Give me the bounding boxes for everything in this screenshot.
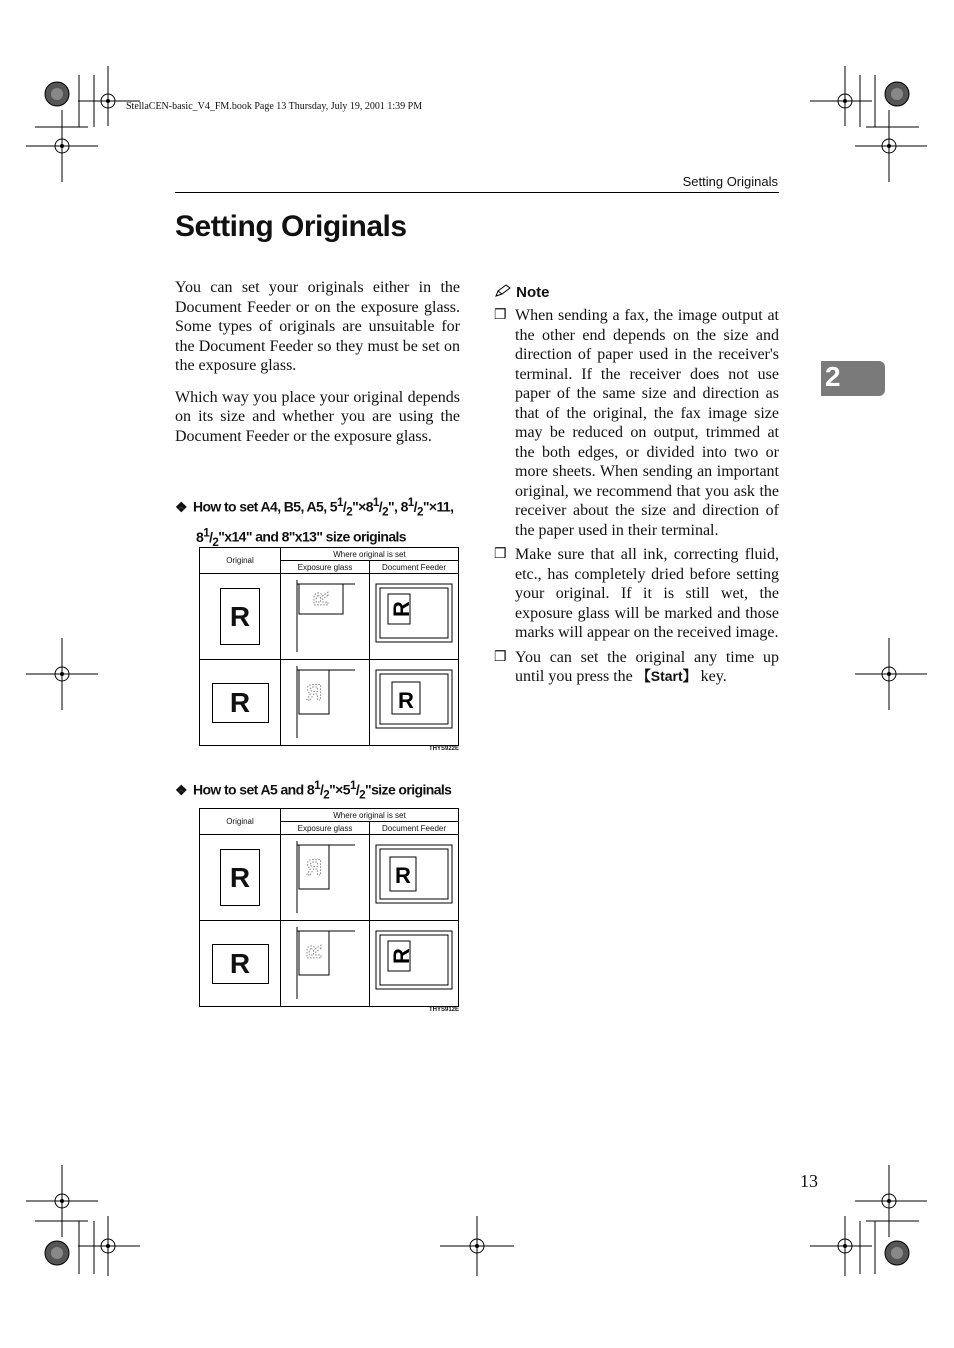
diamond-bullet-icon: ❖ [175, 498, 187, 515]
svg-text:R: R [311, 591, 333, 607]
note-item: ❒ Make sure that all ink, correcting fluid, etc., has completely dried before setting your original. If it is still wet, the exposure glass will be marked and those marks will appear on the received image. [494, 546, 779, 641]
document-feeder-diagram [370, 660, 458, 740]
note-box [494, 284, 779, 687]
intro-paragraph: Which way you place your original depends on its size and whether you are using the Document Feeder or the exposure glass. [175, 388, 460, 445]
svg-text:R: R [306, 680, 322, 705]
intro-text [175, 278, 460, 458]
glass-portrait [281, 835, 370, 921]
col-exposure-glass: Exposure glass [281, 822, 370, 835]
pencil-icon [494, 284, 512, 298]
figure-placement-1 [199, 547, 459, 752]
book-meta: StellaCEN-basic_V4_FM.book Page 13 Thursday, July 19, 2001 1:39 PM [126, 101, 423, 112]
page-number: 13 [800, 1171, 818, 1191]
figure-placement-2 [199, 808, 459, 1013]
exposure-glass-diagram [281, 921, 369, 1001]
feeder-portrait [370, 574, 459, 660]
svg-text:R: R [389, 948, 414, 964]
page-title: Setting Originals [175, 210, 407, 243]
document-feeder-diagram [370, 921, 458, 1001]
section-heading-1: ❖ How to set A4, B5, A5, $5^1/_2"\times 8^1/_2$", $8^1/_2"\times 11$, $8^1/_2"x14$" and 8"x13" size originals [175, 496, 454, 549]
note-item: ❒ You can set the original any time up until you press the 【Start】 key. [494, 648, 779, 685]
checkbox-bullet-icon: ❒ [494, 547, 507, 562]
start-key-label: 【Start】 [636, 668, 697, 684]
exposure-glass-diagram [281, 574, 369, 654]
col-original: Original [200, 548, 281, 574]
glass-portrait [281, 574, 370, 660]
checkbox-bullet-icon: ❒ [494, 308, 507, 323]
feeder-landscape [370, 921, 459, 1007]
svg-text:R: R [304, 944, 326, 960]
glass-landscape [281, 921, 370, 1007]
feeder-portrait [370, 835, 459, 921]
diamond-bullet-icon: ❖ [175, 781, 187, 798]
placement-table [199, 808, 459, 1007]
feeder-landscape [370, 660, 459, 746]
col-exposure-glass: Exposure glass [281, 561, 370, 574]
exposure-glass-diagram [281, 660, 369, 740]
intro-paragraph: You can set your originals either in the Document Feeder or on the exposure glass. Some types of originals are unsuitable for the Document Feeder so they must be set on the exposure glass. [175, 279, 460, 374]
original-landscape: R [200, 660, 281, 746]
original-landscape: R [200, 921, 281, 1007]
note-heading: Note [494, 284, 779, 301]
glass-landscape [281, 660, 370, 746]
svg-text:R: R [306, 855, 322, 880]
note-item: ❒ When sending a fax, the image output at the other end depends on the size and direction of paper used in the receiver's terminal. If the receiver does not use paper of the same size and direction as that of the original, the fax image size may be reduced on output, trimmed at the both edges, or divided into two or more sheets. When sending an important original, we recommend that you ask the receiver about the size and direction of the paper used in their terminal. [494, 307, 779, 539]
checkbox-bullet-icon: ❒ [494, 649, 507, 665]
document-feeder-diagram [370, 835, 458, 915]
chapter-number: 2 [825, 361, 841, 392]
col-document-feeder: Document Feeder [370, 561, 459, 574]
col-original: Original [200, 809, 281, 835]
svg-text:R: R [389, 601, 414, 617]
original-portrait: R [200, 835, 281, 921]
col-document-feeder: Document Feeder [370, 822, 459, 835]
document-feeder-diagram [370, 574, 458, 654]
placement-table [199, 547, 459, 746]
header-rule [175, 192, 779, 193]
figure-code: THYS922E [428, 746, 459, 752]
col-where: Where original is set [281, 548, 459, 561]
running-header: Setting Originals [682, 174, 778, 189]
svg-text:R: R [395, 863, 411, 888]
figure-code: THYS912E [428, 1007, 459, 1013]
exposure-glass-diagram [281, 835, 369, 915]
section-heading-2: ❖ How to set A5 and $8^1/_2"\times 5^1/_2"size$ originals [175, 779, 452, 802]
original-portrait: R [200, 574, 281, 660]
svg-text:R: R [398, 688, 414, 713]
col-where: Where original is set [281, 809, 459, 822]
